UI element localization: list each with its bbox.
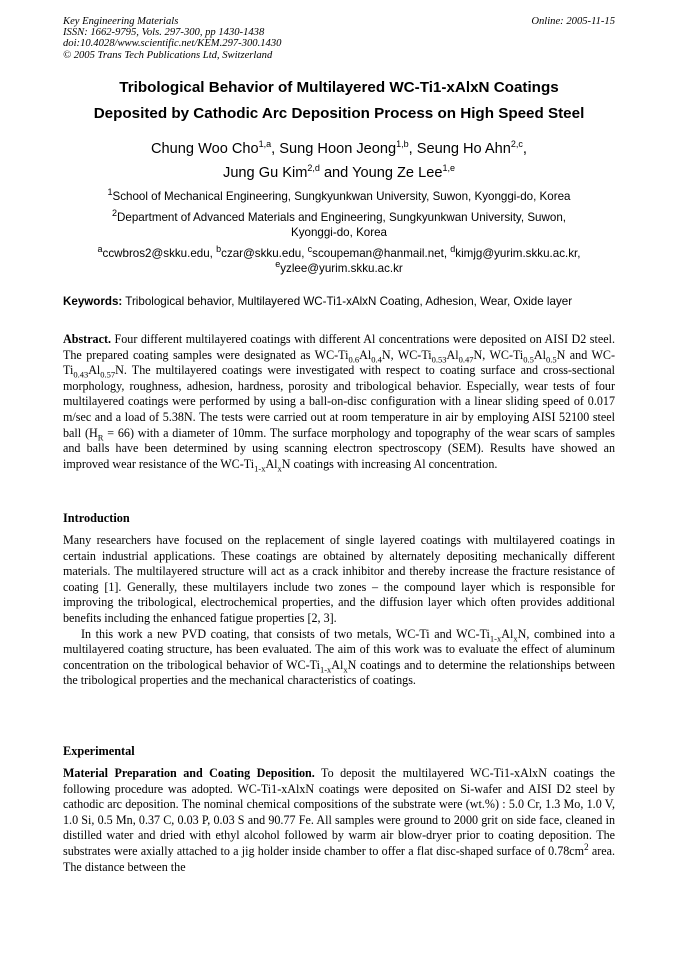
keywords xyxy=(63,294,623,309)
subscript: 0.43 xyxy=(73,369,89,380)
email-link[interactable]: czar@skku.edu xyxy=(221,247,302,260)
subscript: R xyxy=(97,431,104,442)
subscript: 0.6 xyxy=(348,354,360,364)
paragraph-text: To deposit the multilayered WC-Ti1-xAlxN coatings the following procedure was adopted. WC-Ti1-xAlxN coatings were deposited on Si-wafer and AISI D2 steel by cathodic arc deposition. The nominal chemical compositions of the substrate were (wt.%) : 5.0 Cr, 1.3 Mo, 1.0 V, 1.0 Si, 0.5 Mn, 0.37 C, 0.03 P, 0.03 S and 90.77 Fe. All samples were ground to 2000 grit on side face, cleaned in distilled water and dried with ethyl alcohol followed by warm air blow-dryer prior to coating deposition. The substrates were axially attached to a jig holder inside chamber to offer a flat disc-shaped surface of 0.78cm xyxy=(63,766,615,858)
affiliations xyxy=(50,189,628,276)
paragraph-text: N coatings and to determine the relationships between the tribological properties and the mechanical characteristics of coatings. xyxy=(63,657,615,688)
subscript: 0.53 xyxy=(431,354,447,364)
journal-issn: ISSN: 1662-9795, Vols. 297-300, pp 1430-1438 xyxy=(63,27,265,39)
affiliation-2 xyxy=(50,210,628,240)
introduction-body xyxy=(63,533,615,689)
journal-header xyxy=(63,16,615,61)
email-mark: c xyxy=(307,244,313,255)
journal-name: Key Engineering Materials xyxy=(63,16,179,27)
section-heading-introduction: Introduction xyxy=(63,511,130,525)
journal-doi: doi:10.4028/www.scientific.net/KEM.297-300.1430 xyxy=(63,38,282,50)
subscript: x xyxy=(343,664,348,675)
email-list: $^a$ccwbros2@skku.edu, $^b$czar@skku.edu, $^c$scoupeman@hanmail.net, $^d$kimjg@yurim.skku.ac.kr, $^e$yzlee@yurim.skku.ac.kr xyxy=(97,244,581,275)
abstract xyxy=(63,332,615,472)
paragraph-text: Al xyxy=(501,626,514,641)
subscript: 1-x xyxy=(489,632,502,643)
abstract-text: Al xyxy=(359,347,372,362)
email-mark: a xyxy=(97,244,103,255)
author-affiliation-mark: 2,c xyxy=(510,139,523,150)
introduction-paragraph-2 xyxy=(63,627,615,689)
author-list xyxy=(40,140,638,182)
author-separator: , xyxy=(408,141,417,157)
author-separator: , xyxy=(522,141,527,157)
title-line-2: Deposited by Cathodic Arc Deposition Process on High Speed Steel xyxy=(93,105,585,122)
subscript: 0.47 xyxy=(458,354,474,364)
abstract-text: N, WC-Ti xyxy=(473,347,524,362)
affiliation-mark: 1 xyxy=(107,187,113,198)
subscript: x xyxy=(513,632,518,643)
abstract-text: N and WC-Ti xyxy=(63,347,615,378)
email-mark: b xyxy=(216,244,222,255)
online-date: Online: 2005-11-15 xyxy=(531,16,615,27)
paragraph-text: area. The distance between the xyxy=(63,843,615,874)
author-line-2 xyxy=(40,164,638,182)
paper-title xyxy=(40,78,638,123)
introduction-paragraph-1: Many researchers have focused on the replacement of single layered coatings with multilayered coatings in certain industrial applications. These coatings are obtained by alternately depositing mechanically different materials. The multilayered structure will act as a crack inhibitor and thereby increase the fracture resistance of coating [1]. Generally, these multilayers include two zones – the compound layer which is responsible for improving the tribological, electrochemical properties, and the diffusion layer which often provides additional benefits including the enhanced fatigue properties [2, 3]. xyxy=(63,533,615,625)
abstract-text: Four different multilayered coatings with different Al concentrations were deposited on AISI D2 steel. The prepared coating samples were designated as WC-Ti xyxy=(63,332,615,362)
abstract-text: = 66) with a diameter of 10mm. The surface morphology and topography of the wear scars of samples and balls have been determined by using scanning electron spectroscopy (SEM). Results have showed an improved wear resistance of the WC-Ti xyxy=(63,425,615,471)
abstract-text: N. The multilayered coatings were investigated with respect to coating surface and cross-sectional morphology, roughness, adhesion, hardness, porosity and tribological behavior. Especially, wear tests of four multilayered coatings were performed by using a ball-on-disc configuration with a linear sliding speed of 0.017 m/sec and a load of 5.38N. The tests were carried out at room temperature in air by employing AISI 52100 steel ball (H xyxy=(63,363,615,440)
subscript: 0.4 xyxy=(371,354,382,364)
affiliation-text: Kyonggi-do, Korea xyxy=(290,226,388,239)
abstract-text: N, WC-Ti xyxy=(381,347,432,362)
superscript: 2 xyxy=(584,841,589,852)
author-name: Chung Woo Cho xyxy=(151,141,259,157)
affiliation-text: School of Mechanical Engineering, Sungkyunkwan University, Suwon, Kyonggi-do, Korea xyxy=(112,190,571,203)
email-mark: d xyxy=(450,244,456,255)
affiliation-1 xyxy=(50,189,628,204)
subscript: 0.57 xyxy=(100,369,116,380)
abstract-text: Al xyxy=(533,347,547,362)
author-affiliation-mark: 1,a xyxy=(258,139,272,150)
author-line-1 xyxy=(40,140,638,158)
paragraph-text: Al xyxy=(331,657,344,672)
subsection-heading: Material Preparation and Coating Deposition. xyxy=(63,766,315,780)
title-line-1: Tribological Behavior of Multilayered WC-Ti1-xAlxN Coatings xyxy=(119,79,559,96)
subscript: 0.5 xyxy=(523,354,534,364)
abstract-text: Al xyxy=(446,347,459,362)
subscript: 1-x xyxy=(319,664,332,675)
affiliation-mark: 2 xyxy=(112,208,118,219)
abstract-label: Abstract. xyxy=(63,332,112,346)
author-name: Jung Gu Kim xyxy=(223,165,308,181)
author-affiliation-mark: 1,e xyxy=(442,163,455,174)
abstract-text: Al xyxy=(265,456,278,471)
paragraph-text: N, combined into a multilayered coating structure, has been evaluated. The aim of this work was to evaluate the effect of aluminum concentration on the tribological behavior of WC-Ti xyxy=(63,626,615,672)
author-conjunction: and xyxy=(319,165,353,181)
author-affiliation-mark: 2,d xyxy=(307,163,320,174)
keywords-label: Keywords: xyxy=(63,295,123,308)
subscript: 0.5 xyxy=(546,354,557,364)
experimental-body xyxy=(63,766,615,875)
email-mark: e xyxy=(275,259,281,270)
email-link[interactable]: ccwbros2@skku.edu xyxy=(102,247,210,260)
paragraph-text: In this work a new PVD coating, that consists of two metals, WC-Ti and WC-Ti xyxy=(81,626,490,641)
abstract-text: Al xyxy=(88,363,101,378)
email-link[interactable]: scoupeman@hanmail.net xyxy=(312,247,444,260)
email-link[interactable]: kimjg@yurim.skku.ac.kr xyxy=(455,247,578,260)
section-heading-experimental: Experimental xyxy=(63,744,135,758)
author-name: Seung Ho Ahn xyxy=(416,141,511,157)
abstract-text: N coatings with increasing Al concentration. xyxy=(281,456,498,471)
subscript: x xyxy=(277,463,282,474)
email-link[interactable]: yzlee@yurim.skku.ac.kr xyxy=(280,262,403,275)
author-affiliation-mark: 1,b xyxy=(396,139,409,150)
subscript: 1-x xyxy=(254,463,266,474)
author-name: Sung Hoon Jeong xyxy=(279,141,397,157)
author-name: Young Ze Lee xyxy=(352,165,443,181)
affiliation-text: Department of Advanced Materials and Engineering, Sungkyunkwan University, Suwon, xyxy=(117,211,566,224)
keywords-text: Tribological behavior, Multilayered WC-Ti1-xAlxN Coating, Adhesion, Wear, Oxide layer xyxy=(122,295,573,308)
journal-copyright: © 2005 Trans Tech Publications Ltd, Switzerland xyxy=(63,49,273,61)
author-separator: , xyxy=(271,141,280,157)
